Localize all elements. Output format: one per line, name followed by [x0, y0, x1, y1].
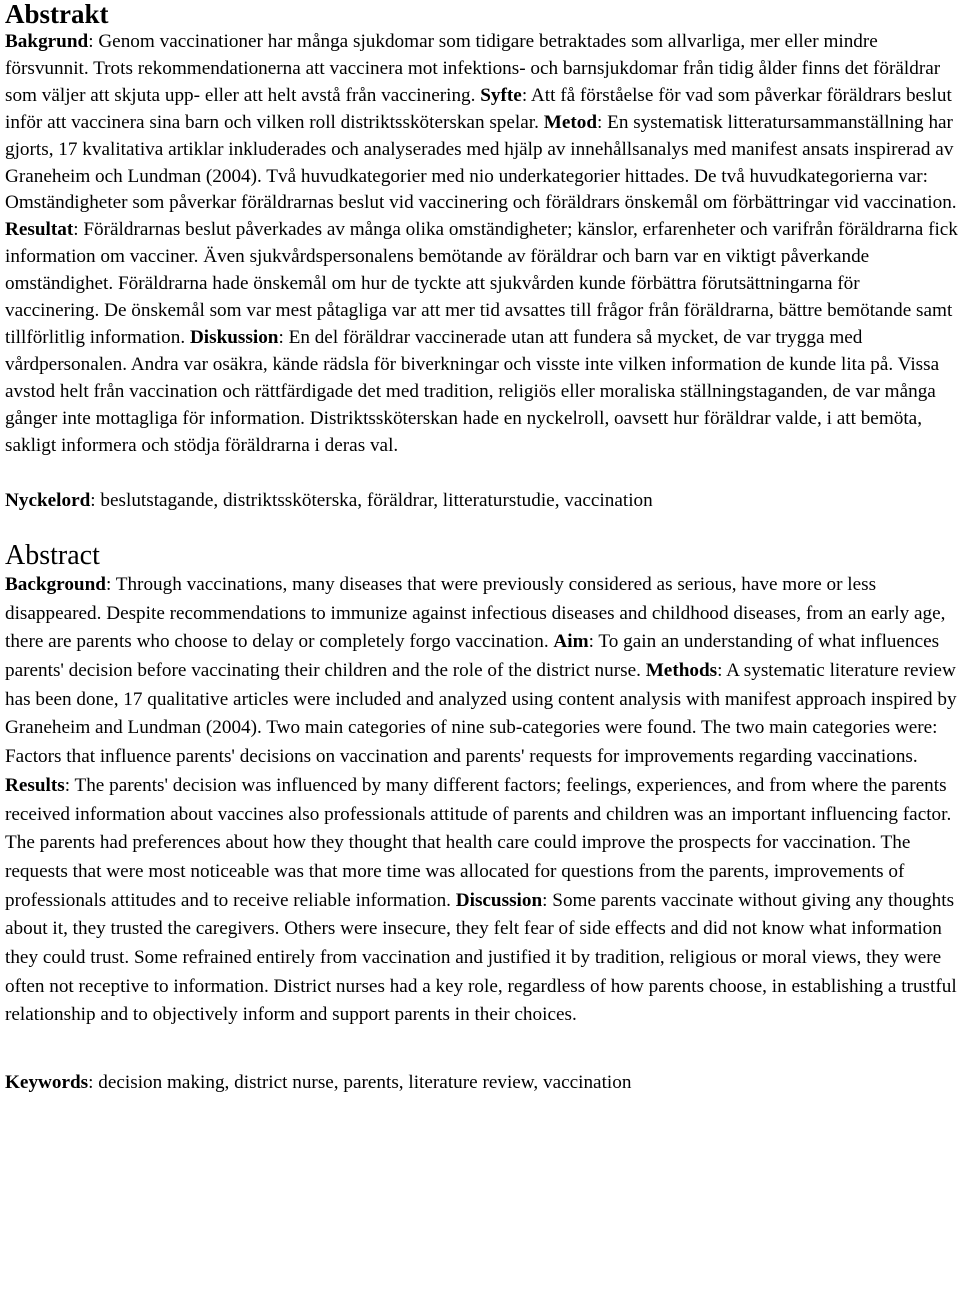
swedish-abstract-paragraph	[5, 29, 958, 460]
section-label-bakgrund: Bakgrund	[5, 31, 89, 52]
keywords-text-sv: : beslutstagande, distriktssköterska, föräldrar, litteraturstudie, vaccination	[90, 489, 653, 511]
section-text-resultat: : Föräldrarnas beslut påverkades av många olika omständigheter; känslor, erfarenheter och varifrån föräldrarna fick information om vacciner. Även sjukvårdspersonalens bemötande av föräldrar och barn var en viktigt påverkande omständighet. Föräldrarna hade önskemål om hur de tyckte att sjukvården kunde förbättra förutsättningarna för vaccinering. De önskemål som var mest påtagliga var att mer tid avsattes till frågor från föräldrarna, bättre bemötande samt tillförlitlig information.	[5, 219, 958, 348]
english-abstract-paragraph	[5, 571, 958, 1030]
section-label-results: Results	[5, 774, 65, 796]
section-label-resultat: Resultat	[5, 219, 74, 241]
keywords-label-sv: Nyckelord	[5, 489, 91, 511]
section-text-diskussion: : En del föräldrar vaccinerade utan att fundera så mycket, de var trygga med vårdpersonalen. Andra var osäkra, kände rädsla för biverkningar och visste inte vilken information de kunde lita på. Vissa avstod helt från vaccination och rättfärdigade det med tradition, religiös eller moraliska ställningstaganden, de var många gånger inte mottagliga för information. Distriktssköterskan hade en nyckelroll, oavsett hur föräldrar valde, i att bemöta, sakligt informera och stödja föräldrarna i deras val.	[5, 326, 940, 456]
section-text-background: : Through vaccinations, many diseases that were previously considered as serious, have more or less disappeared. Despite recommendations to immunize against infectious diseases and childhood diseases, from an early age, there are parents who choose to delay or completely forgo vaccination.	[5, 573, 946, 653]
section-label-aim: Aim	[553, 631, 589, 653]
section-label-methods: Methods	[645, 660, 718, 682]
swedish-keywords	[5, 488, 958, 514]
section-label-metod: Metod	[543, 111, 597, 133]
keywords-text-en: : decision making, district nurse, parents, literature review, vaccination	[88, 1072, 632, 1094]
english-abstract	[5, 541, 958, 1097]
section-text-results: : The parents' decision was influenced by many different factors; feelings, experiences, and from where the parents received information about vaccines also professionals attitude of parents and children was an important influencing factor. The parents had preferences about how they thought that health care could improve the prospects for vaccination. The requests that were most noticeable was that more time was allocated for questions from the parents, improvements of professionals attitudes and to receive reliable information.	[5, 774, 952, 911]
section-text-bakgrund: : Genom vaccinationer har många sjukdomar som tidigare betraktades som allvarliga, mer eller mindre försvunnit. Trots rekommendationerna att vaccinera mot infektions- och barnsjukdomar från tidig ålder finns det föräldrar som väljer att skjuta upp- eller att helt avstå från vaccinering.	[5, 31, 941, 106]
section-label-discussion: Discussion	[455, 889, 543, 911]
swedish-abstract	[5, 0, 958, 514]
section-text-discussion: : Some parents vaccinate without giving any thoughts about it, they trusted the caregivers. Others were insecure, they felt fear of side effects and did not know what information they could trust. Some refrained entirely from vaccination and justified it by tradition, religious or moral views, they were often not receptive to information. District nurses had a key role, regardless of how parents choose, in establishing a trustful relationship and to objectively inform and support parents in their choices.	[5, 889, 957, 1026]
section-text-syfte: : Att få förståelse för vad som påverkar föräldrars beslut inför att vaccinera sina barn och vilken roll distriktssköterskan spelar.	[5, 84, 952, 133]
section-label-syfte: Syfte	[480, 84, 522, 106]
section-text-aim: : To gain an understanding of what influences parents' decision before vaccinating their children and the role of the district nurse.	[5, 631, 940, 682]
section-text-methods: : A systematic literature review has been done, 17 qualitative articles were included and analyzed using content analysis with manifest approach inspired by Graneheim and Lundman (2004). Two main categories of nine sub-categories were found. The two main categories were: Factors that influence parents' decisions on vaccination and parents' requests for improvements regarding vaccinations.	[5, 660, 957, 768]
section-text-metod: : En systematisk litteratursammanställning har gjorts, 17 kvalitativa artiklar inkluderades och analyserades med hjälp av innehållsanalys med manifest ansats inspirerad av Graneheim och Lundman (2004). Två huvudkategorier med nio underkategorier hittades. De två huvudkategorierna var: Omständigheter som påverkar föräldrarnas beslut vid vaccinering och föräldrars önskemål om förbättringar vid vaccination.	[5, 111, 957, 214]
keywords-label-en: Keywords	[5, 1072, 89, 1094]
section-label-diskussion: Diskussion	[189, 326, 279, 348]
english-keywords	[5, 1070, 958, 1096]
section-label-background: Background	[5, 573, 106, 595]
swedish-abstract-heading: Abstrakt	[5, 0, 109, 29]
english-abstract-heading: Abstract	[5, 539, 100, 571]
